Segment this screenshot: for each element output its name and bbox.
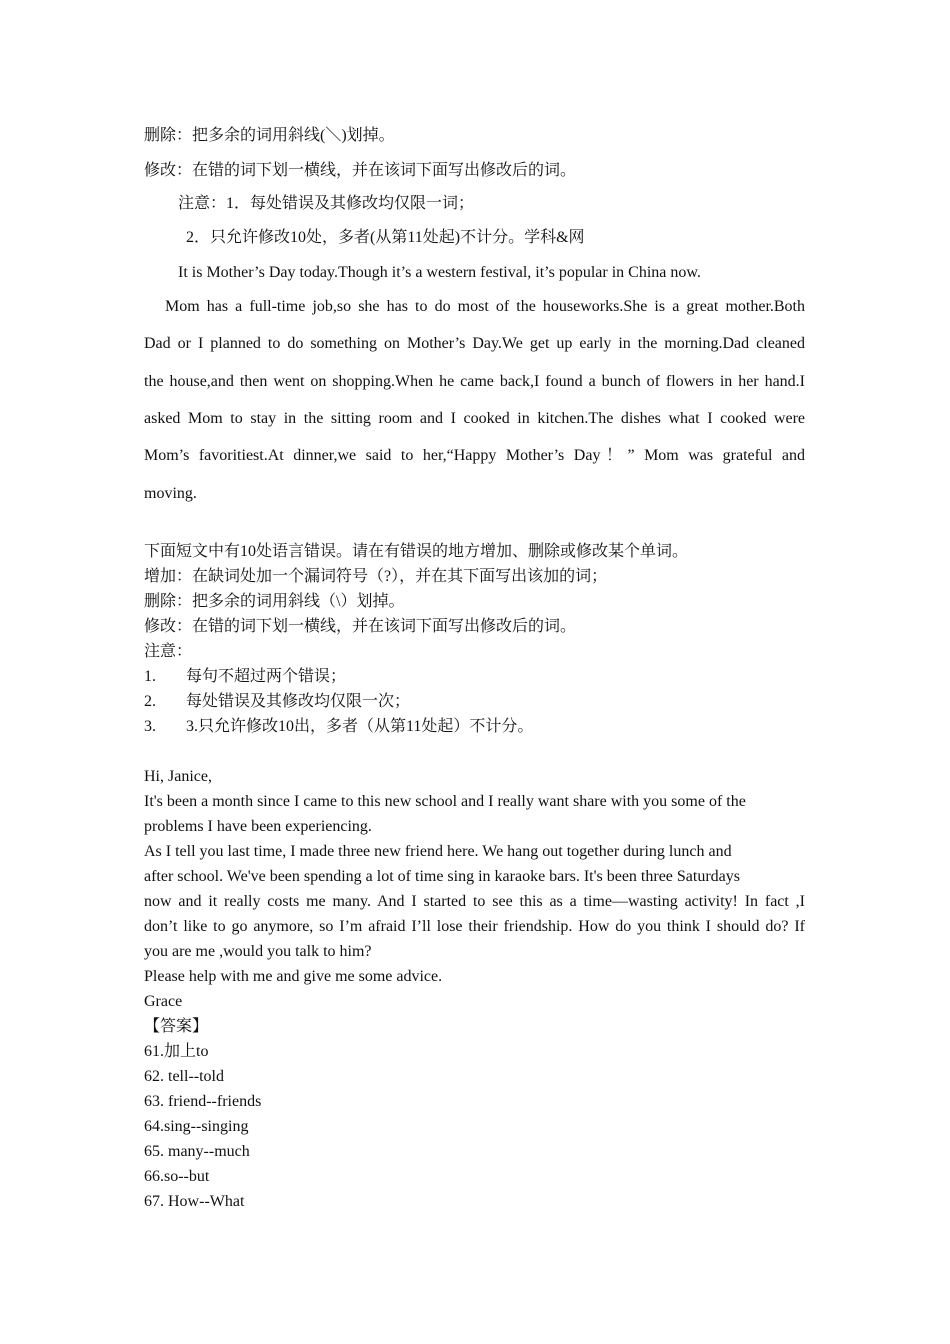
letter-line: don’t like to go anymore, so I’m afraid I’ll lose their friendship. How do you think I should do? If	[144, 918, 805, 935]
note-number: 2.	[144, 693, 156, 710]
modify-rule: 修改：在错的词下划一横线，并在该词下面写出修改后的词。	[144, 618, 577, 635]
note-number: 3.	[144, 718, 156, 735]
letter-line: now and it really costs me many. And I started to see this as a time—wasting activity! In fact ,I	[144, 893, 805, 910]
letter-line: As I tell you last time, I made three new friend here. We hang out together during lunch and	[144, 843, 732, 860]
letter-line: you are me ,would you talk to him?	[144, 943, 372, 960]
answer-item: 65. many--much	[144, 1143, 250, 1160]
note-item	[144, 692, 410, 712]
note-item	[144, 717, 533, 737]
letter-line: Please help with me and give me some advice.	[144, 968, 443, 985]
note-1: 注意：1．每处错误及其修改均仅限一词；	[178, 195, 475, 212]
passage-line: Mom’s favoritiest.At dinner,we said to her,“Happy Mother’s Day！” Mom was grateful and	[144, 447, 805, 464]
answer-item: 66.so--but	[144, 1168, 210, 1185]
passage-line: It is Mother’s Day today.Though it’s a western festival, it’s popular in China now.	[178, 264, 701, 281]
answer-item: 63. friend--friends	[144, 1093, 262, 1110]
answer-item: 64.sing--singing	[144, 1118, 249, 1135]
modify-rule: 修改：在错的词下划一横线，并在该词下面写出修改后的词。	[144, 162, 577, 179]
note-item	[144, 667, 346, 687]
note-number: 1.	[144, 668, 156, 685]
passage-line: asked Mom to stay in the sitting room and I cooked in kitchen.The dishes what I cooked were	[144, 410, 805, 427]
answer-item: 67. How--What	[144, 1193, 245, 1210]
add-rule: 增加：在缺词处加一个漏词符号（?），并在其下面写出该加的词；	[144, 568, 608, 585]
note-text: 每处错误及其修改均仅限一次；	[186, 693, 411, 710]
passage-line: moving.	[144, 485, 197, 502]
letter-line: problems I have been experiencing.	[144, 818, 372, 835]
answer-item: 61.加上to	[144, 1043, 209, 1060]
passage-line: Mom has a full-time job,so she has to do most of the houseworks.She is a great mother.Both	[165, 298, 805, 315]
letter-line: It's been a month since I came to this new school and I really want share with you some of the	[144, 793, 746, 810]
answer-item: 62. tell--told	[144, 1068, 224, 1085]
note-label: 注意：	[144, 643, 193, 660]
letter-signature: Grace	[144, 993, 183, 1010]
answer-label: 【答案】	[144, 1018, 209, 1035]
passage-line: the house,and then went on shopping.When he came back,I found a bunch of flowers in her hand.I	[144, 373, 805, 390]
passage-line: Dad or I planned to do something on Mother’s Day.We get up early in the morning.Dad cleaned	[144, 335, 805, 352]
note-text: 3.只允许修改10出，多者（从第11处起）不计分。	[186, 718, 534, 735]
note-2: 2．只允许修改10处，多者(从第11处起)不计分。学科&网	[186, 229, 585, 246]
section-intro: 下面短文中有10处语言错误。请在有错误的地方增加、删除或修改某个单词。	[144, 543, 689, 560]
letter-greeting: Hi, Janice,	[144, 768, 212, 785]
note-text: 每句不超过两个错误；	[186, 668, 347, 685]
delete-rule: 删除：把多余的词用斜线（\）划掉。	[144, 593, 405, 610]
delete-rule: 删除：把多余的词用斜线(＼)划掉。	[144, 127, 395, 144]
letter-line: after school. We've been spending a lot of time sing in karaoke bars. It's been three Saturdays	[144, 868, 740, 885]
